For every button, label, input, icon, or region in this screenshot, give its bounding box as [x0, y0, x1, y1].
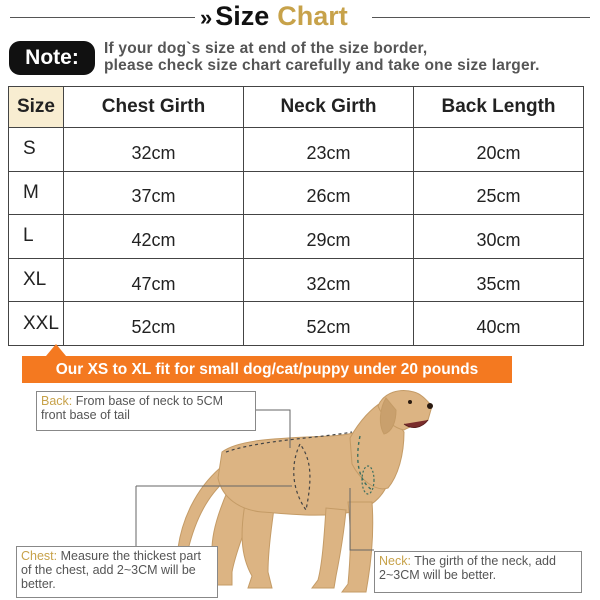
column-header-size: Size	[9, 87, 64, 128]
chest-cell: 32cm	[64, 128, 244, 172]
table-row	[9, 215, 584, 259]
back-cell: 20cm	[414, 128, 584, 172]
chest-callout-keyword: Chest:	[21, 549, 58, 563]
table-row	[9, 258, 584, 302]
dog-eye	[408, 400, 412, 404]
back-callout	[36, 391, 256, 431]
back-callout-text: From base of neck to 5CM front base of tail	[41, 394, 224, 422]
size-cell: XL	[9, 258, 64, 302]
chest-cell: 37cm	[64, 171, 244, 215]
neck-cell: 52cm	[244, 302, 414, 346]
back-cell: 35cm	[414, 258, 584, 302]
page-title	[200, 1, 348, 32]
neck-callout-keyword: Neck:	[379, 554, 411, 568]
neck-cell: 29cm	[244, 215, 414, 259]
note-text	[104, 40, 596, 74]
header-divider-right	[372, 17, 590, 18]
size-cell: M	[9, 171, 64, 215]
chest-cell: 42cm	[64, 215, 244, 259]
note-line-2: please check size chart carefully and take one size larger.	[104, 57, 540, 74]
neck-cell: 23cm	[244, 128, 414, 172]
title-size: Size	[215, 1, 270, 31]
double-chevron-icon: »	[200, 5, 210, 30]
table-row	[9, 128, 584, 172]
chest-cell: 52cm	[64, 302, 244, 346]
column-header-back: Back Length	[414, 87, 584, 128]
back-callout-keyword: Back:	[41, 394, 73, 408]
back-cell: 40cm	[414, 302, 584, 346]
column-header-chest: Chest Girth	[64, 87, 244, 128]
neck-callout	[374, 551, 582, 593]
header-divider-left	[10, 17, 195, 18]
neck-cell: 32cm	[244, 258, 414, 302]
table-row	[9, 171, 584, 215]
back-cell: 25cm	[414, 171, 584, 215]
chest-cell: 47cm	[64, 258, 244, 302]
size-table	[8, 86, 584, 346]
back-cell: 30cm	[414, 215, 584, 259]
size-cell: L	[9, 215, 64, 259]
title-chart: Chart	[277, 1, 348, 31]
fit-banner: Our XS to XL fit for small dog/cat/puppy under 20 pounds	[22, 356, 512, 383]
size-cell: S	[9, 128, 64, 172]
page-header	[0, 0, 600, 34]
banner-tab	[46, 344, 66, 356]
neck-cell: 26cm	[244, 171, 414, 215]
size-cell: XXL	[9, 302, 64, 346]
column-header-neck: Neck Girth	[244, 87, 414, 128]
neck-callout-text: The girth of the neck, add 2~3CM will be better.	[379, 554, 556, 582]
note-line-1: If your dog`s size at end of the size border,	[104, 40, 428, 57]
chest-callout	[16, 546, 218, 598]
dog-nose	[427, 403, 433, 409]
note-badge: Note:	[9, 41, 95, 75]
table-header-row	[9, 87, 584, 128]
table-row	[9, 302, 584, 346]
chest-callout-text: Measure the thickest part of the chest, add 2~3CM will be better.	[21, 549, 201, 591]
